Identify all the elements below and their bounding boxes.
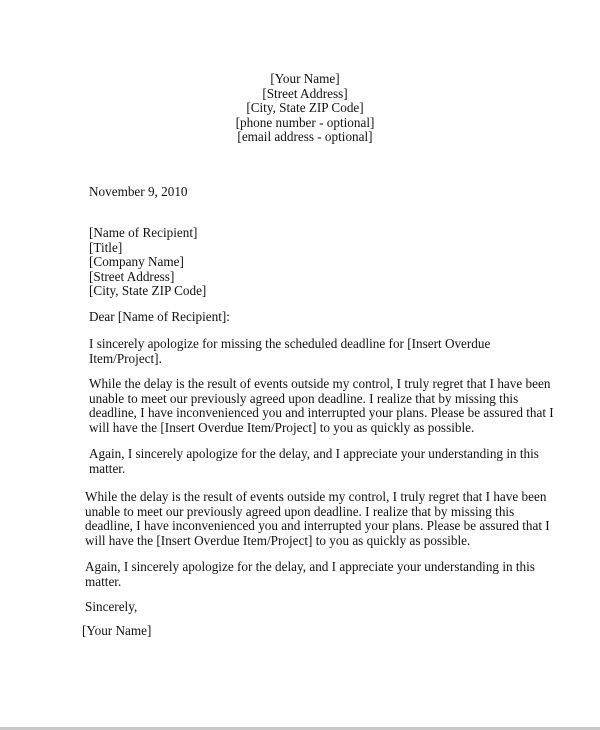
recipient-name: [Name of Recipient]: [89, 225, 198, 240]
paragraph-line: matter.: [85, 573, 122, 589]
paragraph-apology: [89, 337, 529, 366]
paragraph-line: will have the [Insert Overdue Item/Project] to you as quickly as possible.: [89, 419, 475, 435]
paragraph-line: I sincerely apologize for missing the scheduled deadline for [Insert Overdue: [89, 336, 491, 351]
paragraph-delay-explanation-repeat: [85, 489, 550, 548]
paragraph-delay-explanation: [89, 376, 554, 435]
signature-name: [Your Name]: [82, 623, 152, 638]
recipient-address-block: [89, 226, 206, 299]
paragraph-again-apologize: [89, 446, 539, 476]
sender-email: [email address - optional]: [237, 129, 373, 145]
paragraph-line: deadline, I have inconvenienced you and interrupted your plans. Please be assured that I: [85, 518, 550, 534]
paragraph-line: Again, I sincerely apologize for the delay, and I appreciate your understanding in this: [89, 446, 539, 461]
paragraph-again-apologize-repeat: [85, 559, 535, 589]
sender-name: [Your Name]: [270, 71, 340, 86]
paragraph-line: Again, I sincerely apologize for the delay, and I appreciate your understanding in this: [85, 559, 535, 574]
paragraph-line: While the delay is the result of events outside my control, I truly regret that I have been: [89, 376, 551, 391]
paragraph-line: matter.: [89, 460, 126, 476]
sender-street: [Street Address]: [262, 85, 348, 101]
closing: Sincerely,: [85, 599, 138, 614]
sender-phone: [phone number - optional]: [235, 114, 375, 130]
paragraph-line: While the delay is the result of events outside my control, I truly regret that I have been: [85, 489, 547, 504]
paragraph-line: will have the [Insert Overdue Item/Project] to you as quickly as possible.: [85, 532, 471, 548]
salutation: Dear [Name of Recipient]:: [89, 309, 230, 324]
paragraph-line: unable to meet our previously agreed upon deadline. I realize that by missing this: [85, 503, 515, 519]
recipient-street: [Street Address]: [89, 268, 175, 284]
sender-address-block: [0, 72, 600, 145]
paragraph-line: unable to meet our previously agreed upon deadline. I realize that by missing this: [89, 390, 519, 406]
paragraph-line: deadline, I have inconvenienced you and interrupted your plans. Please be assured that I: [89, 405, 554, 421]
sender-city-state-zip: [City, State ZIP Code]: [246, 100, 364, 116]
recipient-city-state-zip: [City, State ZIP Code]: [89, 283, 207, 299]
recipient-company: [Company Name]: [89, 254, 184, 270]
letter-date: November 9, 2010: [89, 184, 188, 199]
paragraph-line: Item/Project].: [89, 350, 162, 366]
recipient-title: [Title]: [89, 239, 123, 255]
